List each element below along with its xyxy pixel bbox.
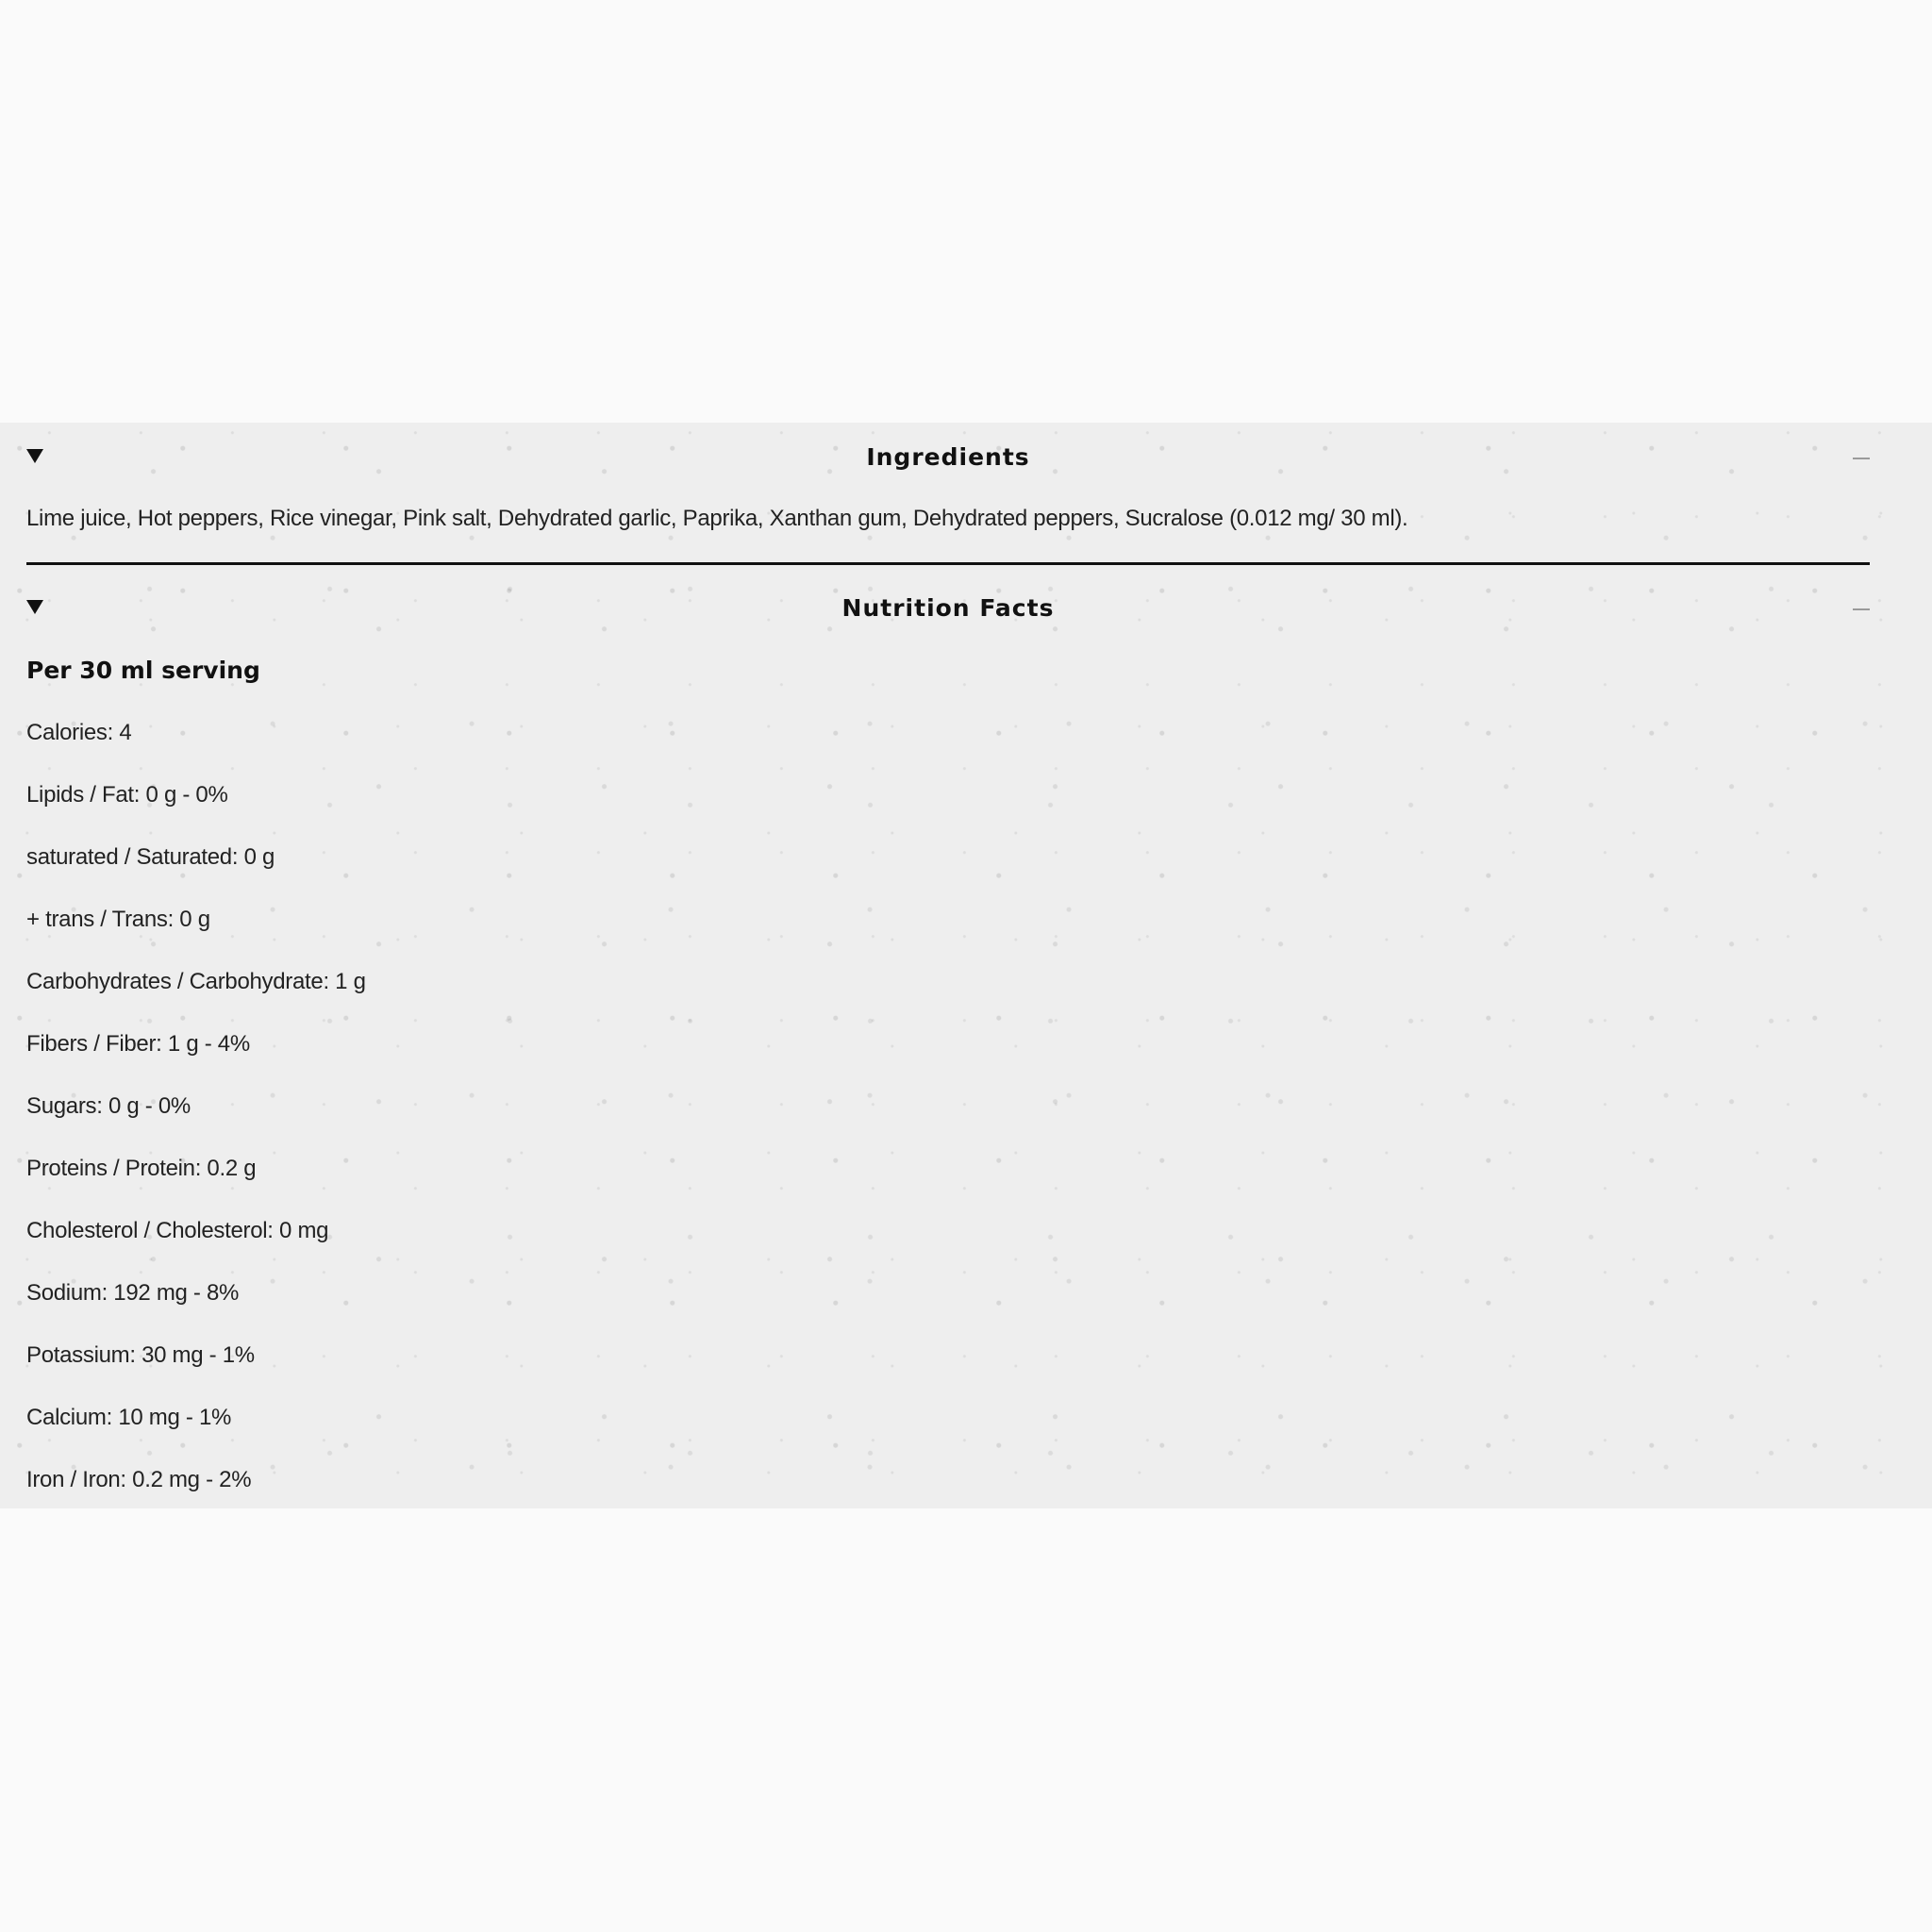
ingredients-header[interactable] — [26, 441, 1870, 479]
nutrition-fact-calories: Calories: 4 — [26, 720, 132, 745]
nutrition-fact-calcium: Calcium: 10 mg - 1% — [26, 1405, 232, 1430]
section-divider — [26, 562, 1870, 565]
ingredients-text: Lime juice, Hot peppers, Rice vinegar, Pink salt, Dehydrated garlic, Paprika, Xanthan gum, Dehydrated peppers, Sucralose (0.012 mg/ 30 ml). — [26, 506, 1408, 531]
nutrition-fact-protein: Proteins / Protein: 0.2 g — [26, 1156, 257, 1181]
serving-size: Per 30 ml serving — [26, 657, 260, 684]
nutrition-fact-trans: + trans / Trans: 0 g — [26, 907, 210, 932]
minus-icon[interactable] — [1853, 608, 1870, 610]
nutrition-fact-cholesterol: Cholesterol / Cholesterol: 0 mg — [26, 1218, 329, 1243]
minus-icon[interactable] — [1853, 458, 1870, 459]
nutrition-facts-header[interactable] — [26, 592, 1870, 630]
nutrition-facts-title: Nutrition Facts — [841, 594, 1055, 622]
nutrition-fact-iron: Iron / Iron: 0.2 mg - 2% — [26, 1467, 252, 1492]
nutrition-facts-list — [26, 717, 366, 1526]
nutrition-fact-carbohydrate: Carbohydrates / Carbohydrate: 1 g — [26, 969, 366, 994]
nutrition-fact-sodium: Sodium: 192 mg - 8% — [26, 1280, 240, 1306]
nutrition-fact-potassium: Potassium: 30 mg - 1% — [26, 1342, 255, 1368]
nutrition-fact-fiber: Fibers / Fiber: 1 g - 4% — [26, 1031, 250, 1057]
nutrition-fact-sugars: Sugars: 0 g - 0% — [26, 1093, 191, 1119]
ingredients-title: Ingredients — [866, 443, 1030, 471]
nutrition-fact-saturated: saturated / Saturated: 0 g — [26, 844, 275, 870]
nutrition-fact-fat: Lipids / Fat: 0 g - 0% — [26, 782, 228, 808]
